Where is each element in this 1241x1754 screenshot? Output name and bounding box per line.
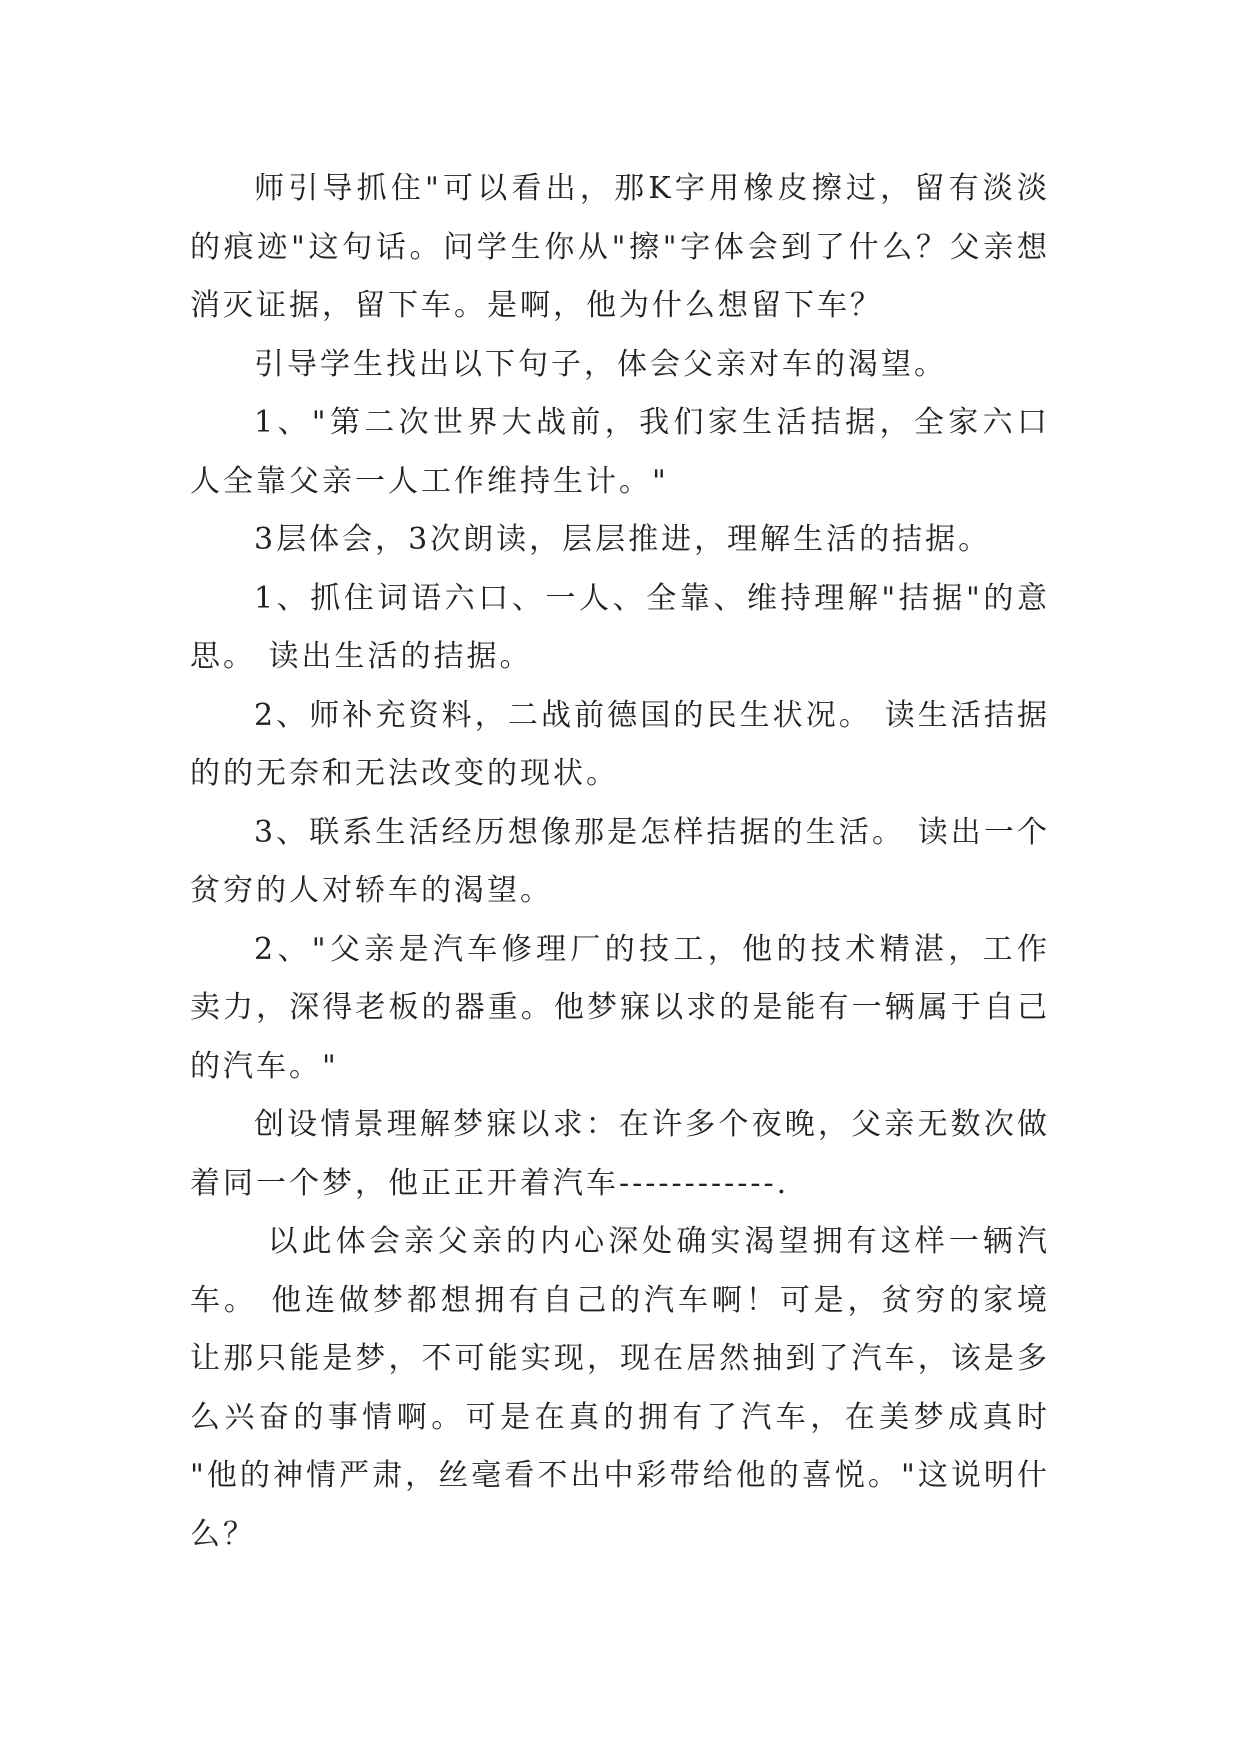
document-body xyxy=(190,160,1063,1564)
paragraph: 2、"父亲是汽车修理厂的技工，他的技术精湛，工作卖力，深得老板的器重。他梦寐以求的是能有一辆属于自己的汽车。" xyxy=(190,931,1050,1084)
paragraph: 引导学生找出以下句子，体会父亲对车的渴望。 xyxy=(254,346,947,382)
paragraph: 3层体会，3次朗读，层层推进，理解生活的拮据。 xyxy=(254,522,992,557)
paragraph: 1、"第二次世界大战前，我们家生活拮据，全家六口人全靠父亲一人工作维持生计。" xyxy=(190,405,1050,499)
paragraph: 2、师补充资料，二战前德国的民生状况。 读生活拮据的的无奈和无法改变的现状。 xyxy=(190,697,1050,791)
paragraph: 以此体会亲父亲的内心深处确实渴望拥有这样一辆汽车。 他连做梦都想拥有自己的汽车啊！可是，贫穷的家境让那只能是梦，不可能实现，现在居然抽到了汽车，该是多么兴奋的事情啊。可是在真的拥有了汽车，在美梦成真时 "他的神情严肃，丝毫看不出中彩带给他的喜悦。"这说明什么？ xyxy=(190,1224,1063,1552)
paragraph: 创设情景理解梦寐以求：在许多个夜晚，父亲无数次做着同一个梦，他正正开着汽车------------. xyxy=(190,1107,1050,1201)
paragraph: 师引导抓住"可以看出，那K字用橡皮擦过，留有淡淡的痕迹"这句话。问学生你从"擦"字体会到了什么？父亲想消灭证据，留下车。是啊，他为什么想留下车？ xyxy=(190,171,1050,323)
paragraph: 1、抓住词语六口、一人、全靠、维持理解"拮据"的意思。 读出生活的拮据。 xyxy=(190,580,1050,674)
paragraph: 3、联系生活经历想像那是怎样拮据的生活。 读出一个贫穷的人对轿车的渴望。 xyxy=(190,814,1050,908)
